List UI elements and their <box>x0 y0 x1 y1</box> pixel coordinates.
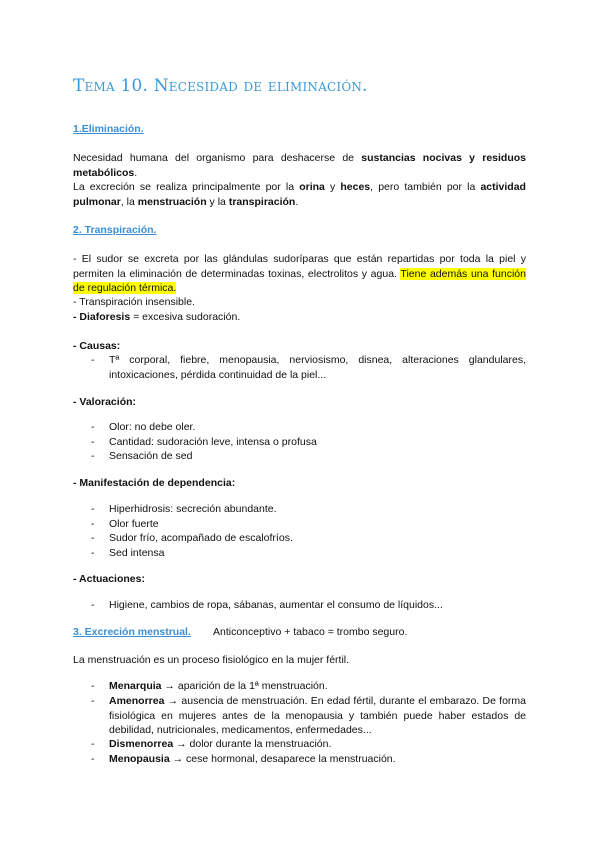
subheading-causas <box>73 339 526 354</box>
list-dash: - <box>91 695 95 707</box>
list-dash: - <box>91 599 95 611</box>
text-run: La excreción se realiza principalmente por la <box>73 181 300 193</box>
paragraph-eliminacion-1 <box>73 151 526 180</box>
bold-run: - Manifestación de dependencia: <box>73 477 236 489</box>
text-run: → ausencia de menstruación. En edad fértil, durante el embarazo. De forma fisiológica en mujeres antes de la menopausia y también puede haber estados de debilidad, nutricionales, medicamentos, enfermedades... <box>109 695 526 737</box>
list-dash: - <box>91 354 95 366</box>
subheading-valoracion <box>73 395 526 410</box>
highlighted-text: Tiene además una función de regulación térmica. <box>73 267 526 295</box>
text-run: y la <box>206 195 229 208</box>
section-heading-eliminacion: 1.Eliminación. <box>73 123 144 135</box>
list-item-text: Olor: no debe oler. <box>109 421 196 433</box>
list-dash: - <box>91 547 95 559</box>
text-run: → cese hormonal, desaparece la menstruación. <box>169 753 396 765</box>
line-transpiracion-insensible: - Transpiración insensible. <box>73 296 195 308</box>
text-run: = excesiva sudoración. <box>130 311 241 323</box>
text-run: . <box>134 166 138 179</box>
list-dash: - <box>91 532 95 544</box>
bold-run: heces <box>340 181 371 193</box>
list-item-text: Olor fuerte <box>109 518 159 530</box>
list-dash: - <box>91 738 95 750</box>
list-item-text: Higiene, cambios de ropa, sábanas, aumentar el consumo de líquidos... <box>109 599 443 611</box>
text-run: → aparición de la 1ª menstruación. <box>161 680 328 692</box>
bold-run: - Valoración: <box>73 396 137 408</box>
list-dash: - <box>91 436 95 448</box>
list-item-text: Cantidad: sudoración leve, intensa o profusa <box>109 436 317 448</box>
paragraph-eliminacion-2 <box>73 180 526 209</box>
list-dash: - <box>91 421 95 433</box>
side-note: Anticonceptivo + tabaco = trombo seguro. <box>213 626 408 638</box>
list-item-text: Sensación de sed <box>109 450 193 462</box>
text-run: Necesidad humana del organismo para deshacerse de <box>73 152 362 164</box>
line-diaforesis <box>73 310 526 325</box>
text-run: . <box>295 195 299 208</box>
bold-run: Dismenorrea <box>109 738 174 750</box>
bold-run: orina <box>299 181 325 193</box>
subheading-actuaciones <box>73 572 526 587</box>
bold-run: transpiración <box>228 195 296 208</box>
list-dash: - <box>91 753 95 765</box>
list-dash: - <box>91 450 95 462</box>
list-item-text: Sudor frío, acompañado de escalofríos. <box>109 532 293 544</box>
bold-run: - Diaforesis <box>73 311 131 323</box>
text-run: , pero también por la <box>370 181 481 193</box>
list-dash: - <box>91 680 95 692</box>
list-item-text: Sed intensa <box>109 547 165 559</box>
text-run: y <box>324 181 341 193</box>
page-title: Tema 10. Necesidad de eliminación. <box>73 76 368 96</box>
list-dash: - <box>91 518 95 530</box>
list-item-text: Tª corporal, fiebre, menopausia, nerviosismo, disnea, alteraciones glandulares, intoxicaciones, pérdida continuidad de la piel... <box>109 354 526 381</box>
bold-run: sustancias nocivas y residuos metabólicos <box>73 152 526 179</box>
list-dash: - <box>91 503 95 515</box>
bold-run: - Actuaciones: <box>73 573 145 585</box>
bold-run: Menopausia <box>109 753 170 765</box>
subheading-manifestacion <box>73 476 526 491</box>
text-run: → dolor durante la menstruación. <box>173 738 332 750</box>
bold-run: Amenorrea <box>109 695 165 707</box>
section-heading-transpiracion: 2. Transpiración. <box>73 224 157 236</box>
bold-run: menstruación <box>137 195 207 208</box>
list-item-text: Hiperhidrosis: secreción abundante. <box>109 503 277 515</box>
section-heading-excrecion-menstrual: 3. Excreción menstrual. <box>73 626 191 638</box>
text-run: , la <box>120 195 138 208</box>
paragraph-menstruacion-intro: La menstruación es un proceso fisiológico en la mujer fértil. <box>73 654 350 666</box>
paragraph-transpiracion <box>73 252 526 296</box>
bold-run: - Causas: <box>73 340 121 352</box>
bold-run: actividad pulmonar <box>73 181 526 208</box>
text-run: - El sudor se excreta por las glándulas sudoríparas que están repartidas por toda la piel y permiten la eliminación de determinadas toxinas, electrolitos y agua. <box>73 253 526 280</box>
bold-run: Menarquia <box>109 680 162 692</box>
